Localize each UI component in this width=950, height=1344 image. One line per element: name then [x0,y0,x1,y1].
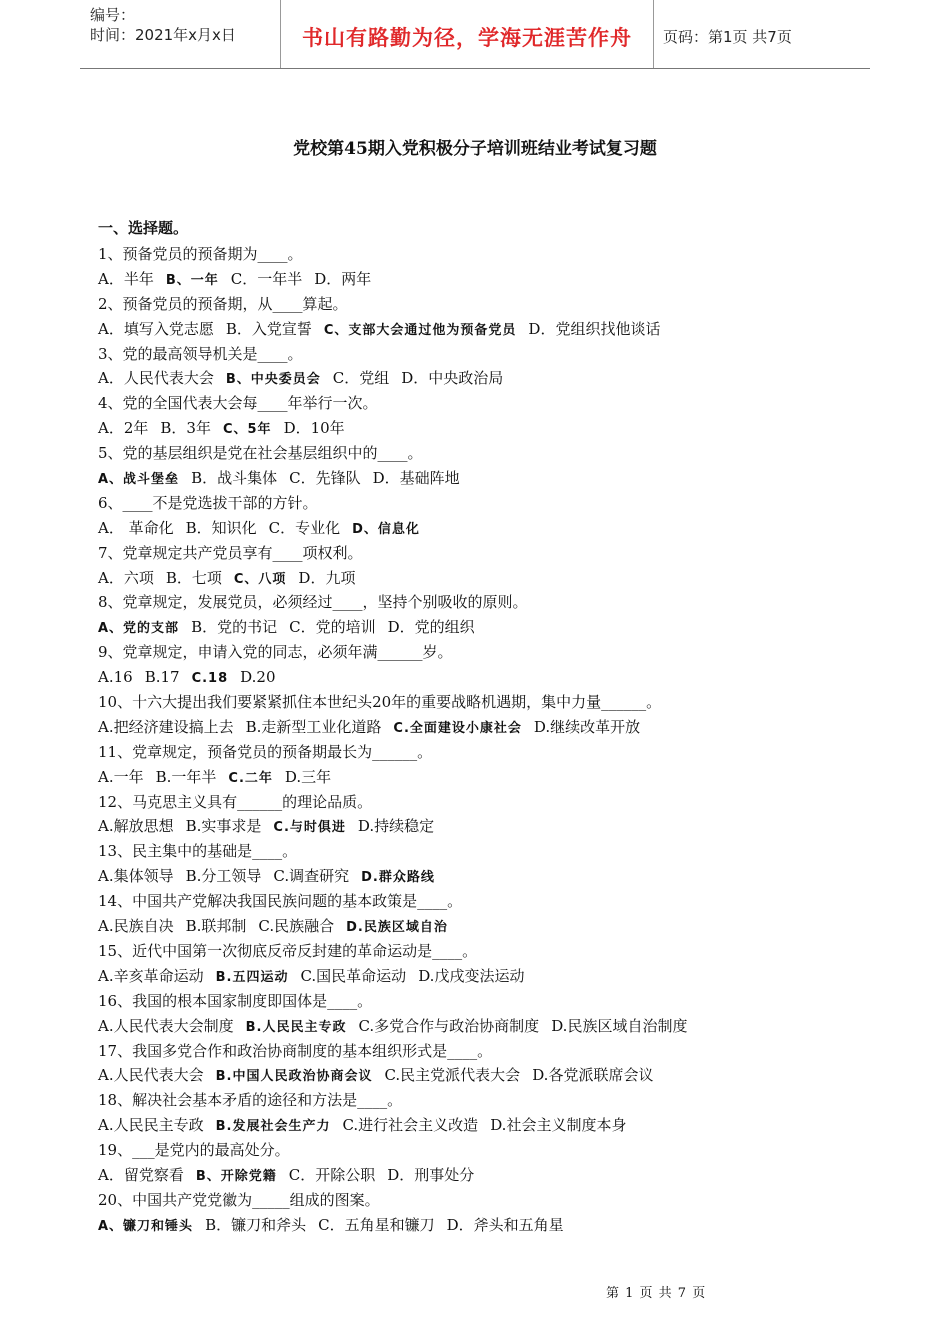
option: B．七项 [165,568,222,587]
option: D．10年 [283,419,345,438]
question-text: 11、党章规定，预备党员的预备期最长为______。 [98,742,433,761]
number-label: 编号： [90,6,136,24]
option: D．刑事处分 [387,1165,475,1184]
motto: 书山有路勤为径，学海无涯苦作舟 [302,26,632,50]
option: B.走新型工业化道路 [245,717,382,736]
option: B．镰刀和斧头 [205,1215,307,1234]
option: A． 革命化 [98,518,174,537]
option: A.人民民主专政 [98,1116,204,1135]
option: C．先锋队 [289,469,361,488]
answer-option: C、5年 [222,422,272,438]
question-text: 3、党的最高领导机关是____。 [98,344,303,363]
answer-option: B.中国人民政治协商会议 [215,1069,373,1085]
answer-option: C、八项 [233,571,287,587]
question-text: 5、党的基层组织是党在社会基层组织中的____。 [98,444,423,463]
document-title: 党校第45期入党积极分子培训班结业考试复习题 [293,139,657,159]
option: D．党组织找他谈话 [528,319,661,338]
question-options [98,1213,878,1238]
answer-option: C.全面建设小康社会 [393,720,522,736]
option: C.多党合作与政治协商制度 [358,1016,540,1035]
answer-option: A、战斗堡垒 [98,472,180,488]
question-text: 6、____不是党选拔干部的方针。 [98,493,318,512]
option: D．党的组织 [387,618,475,637]
option: B．3年 [160,419,211,438]
option: D.三年 [284,767,332,786]
option: B.一年半 [155,767,217,786]
option: A.人民代表大会制度 [98,1016,234,1035]
answer-option: D.群众路线 [361,870,435,886]
answer-option: C.与时俱进 [273,820,346,836]
option: C.民主党派代表大会 [384,1066,521,1085]
option: D.戊戌变法运动 [418,966,525,985]
option: C．一年半 [230,269,303,288]
option: A．填写入党志愿 [98,319,214,338]
header-page-cell [653,0,870,68]
section-heading: 一、选择题。 [98,219,189,237]
question-options [98,665,878,690]
option: A.集体领导 [98,867,174,886]
option: C．开除公职 [288,1165,376,1184]
option: C.进行社会主义改造 [342,1116,479,1135]
header-motto-cell [280,0,654,68]
option: B．战斗集体 [191,469,278,488]
answer-option: B、中央委员会 [225,372,321,388]
option: D.持续稳定 [357,817,435,836]
question-text: 1、预备党员的预备期为____。 [98,245,303,263]
option: A.一年 [98,767,144,786]
answer-option: D、信息化 [352,521,420,537]
option: C．专业化 [268,518,341,537]
question-text: 18、解决社会基本矛盾的途径和方法是____。 [98,1091,403,1110]
question-options [98,864,878,889]
option: C.民族融合 [258,917,335,936]
option: B.分工领导 [185,867,262,886]
question-text: 8、党章规定，发展党员，必须经过____，坚持个别吸收的原则。 [98,593,528,612]
question-text: 13、民主集中的基础是____。 [98,842,298,861]
option: B．党的书记 [191,618,278,637]
option: D.社会主义制度本身 [490,1116,627,1135]
answer-option: C.二年 [228,770,273,786]
option: B.17 [144,668,180,687]
question-options [98,366,878,391]
option: A.16 [98,668,133,687]
question-text: 7、党章规定共产党员享有____项权利。 [98,543,363,562]
option: A.辛亥革命运动 [98,966,204,985]
option: D．中央政治局 [401,369,504,388]
option: A．留党察看 [98,1165,184,1184]
option: D.20 [240,668,276,687]
option: A.人民代表大会 [98,1066,204,1085]
question-text: 4、党的全国代表大会每____年举行一次。 [98,394,378,413]
question-options [98,1063,878,1088]
question-options [98,765,878,790]
option: D.各党派联席会议 [532,1066,654,1085]
question-options [98,1014,878,1039]
option: A．2年 [98,419,149,438]
question-options [98,1113,878,1138]
question-text: 9、党章规定，申请入党的同志，必须年满______岁。 [98,643,453,662]
question-options [98,964,878,989]
question-options [98,814,878,839]
header-info-cell [80,0,280,68]
option: C.调查研究 [273,867,350,886]
option: C．五角星和镰刀 [318,1215,435,1234]
option: D．基础阵地 [372,469,460,488]
question-text: 15、近代中国第一次彻底反帝反封建的革命运动是____。 [98,941,478,960]
question-options [98,516,878,541]
option: C．党的培训 [289,618,376,637]
question-text: 16、我国的根本国家制度即国体是____。 [98,991,373,1010]
question-text: 14、中国共产党解决我国民族问题的基本政策是____。 [98,892,463,911]
answer-option: A、镰刀和锤头 [98,1218,194,1234]
answer-option: B.五四运动 [215,969,289,985]
option: A.解放思想 [98,817,174,836]
answer-option: B.发展社会生产力 [215,1119,331,1135]
answer-option: B、一年 [165,272,219,288]
option: A．六项 [98,568,154,587]
option: A．人民代表大会 [98,369,214,388]
option: D．九项 [298,568,356,587]
question-text: 17、我国多党合作和政治协商制度的基本组织形式是____。 [98,1041,493,1060]
option: C.国民革命运动 [300,966,407,985]
option: C．党组 [332,369,390,388]
option: A.民族自决 [98,917,174,936]
question-options [98,267,878,292]
answer-option: C、支部大会通过他为预备党员 [323,322,517,338]
question-options [98,566,878,591]
option: D．两年 [314,269,372,288]
question-list [98,242,878,1238]
answer-option: B.人民民主专政 [245,1019,347,1035]
option: D.民族区域自治制度 [551,1016,688,1035]
question-text: 10、十六大提出我们要紧紧抓住本世纪头20年的重要战略机遇期，集中力量______。 [98,693,662,712]
option: D．斧头和五角星 [446,1215,564,1234]
answer-option: D.民族区域自治 [346,920,448,936]
question-options [98,466,878,491]
question-text: 12、马克思主义具有______的理论品质。 [98,792,373,811]
option: B．入党宣誓 [225,319,312,338]
question-options [98,317,878,342]
option: A．半年 [98,269,154,288]
option: A.把经济建设搞上去 [98,717,234,736]
page-footer: 第 1 页 共 7 页 [606,1286,707,1301]
option: D.继续改革开放 [533,717,641,736]
answer-option: C.18 [191,671,229,687]
question-options [98,715,878,740]
question-text: 2、预备党员的预备期，从____算起。 [98,294,348,313]
page-info: 页码：第1页 共7页 [663,28,792,46]
time-label: 时间：2021年x月x日 [90,26,236,44]
question-text: 19、___是党内的最高处分。 [98,1141,290,1160]
question-text: 20、中国共产党党徽为_____组成的图案。 [98,1190,380,1209]
answer-option: B、开除党籍 [195,1168,277,1184]
question-options [98,1163,878,1188]
question-options [98,416,878,441]
answer-option: A、党的支部 [98,621,180,637]
option: B.实事求是 [185,817,262,836]
page-header [80,0,870,69]
question-options [98,615,878,640]
option: B．知识化 [185,518,257,537]
question-options [98,914,878,939]
option: B.联邦制 [185,917,247,936]
